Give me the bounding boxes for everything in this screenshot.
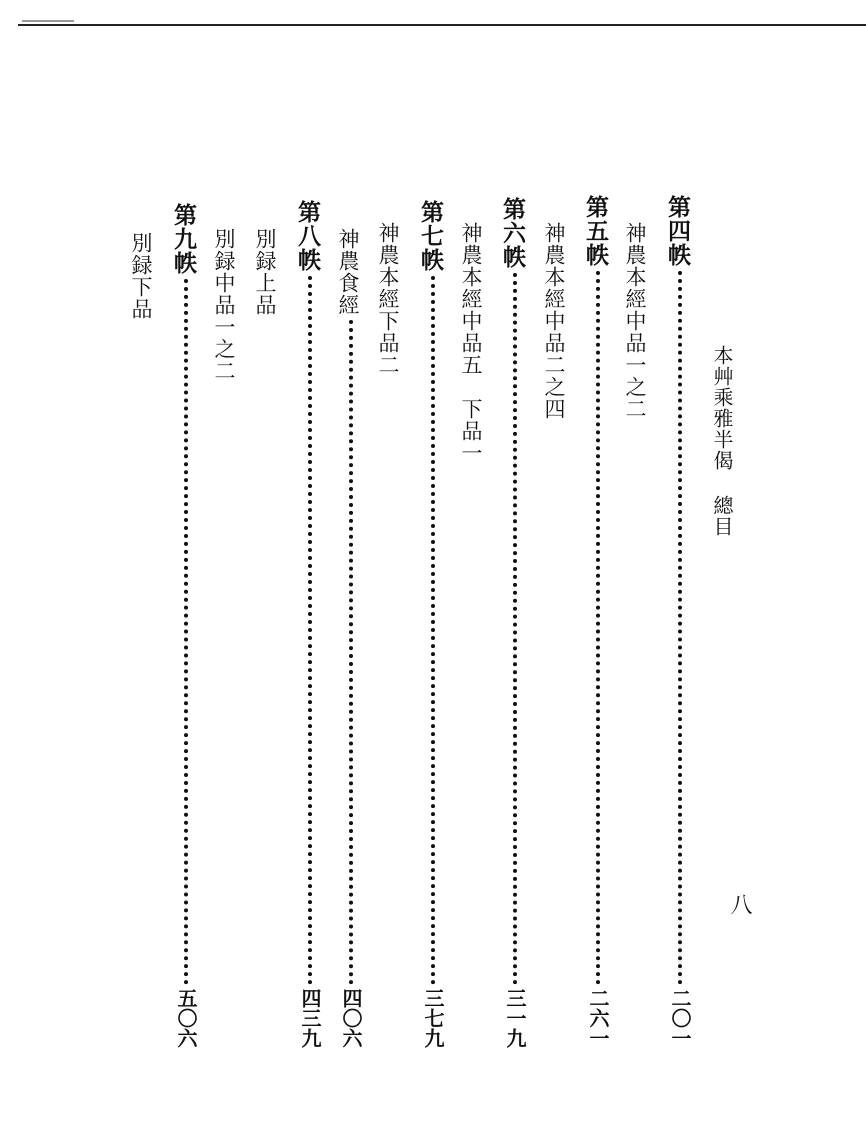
dot-leader bbox=[349, 320, 353, 985]
dot-leader bbox=[513, 273, 517, 985]
toc-page-number: 四〇六 bbox=[339, 988, 363, 1048]
toc-entry-label: 別録中品一之二 bbox=[212, 228, 236, 382]
toc-page-number: 二〇一 bbox=[668, 988, 692, 1048]
toc-entry-label: 別録下品 bbox=[129, 232, 153, 320]
toc-entry-label: 第八帙 bbox=[294, 200, 321, 272]
toc-entry-label: 神農本經中品五 下品一 bbox=[459, 222, 483, 464]
top-rule bbox=[18, 24, 866, 26]
dot-leader bbox=[308, 276, 312, 985]
toc-entry-label: 神農本經中品一之二 bbox=[623, 222, 647, 420]
toc-page-number: 三一九 bbox=[503, 988, 527, 1048]
toc-page-number: 五〇六 bbox=[174, 988, 198, 1048]
toc-page-number: 三七九 bbox=[421, 988, 445, 1048]
dot-leader bbox=[678, 271, 682, 985]
toc-entry-label: 第七帙 bbox=[417, 200, 444, 272]
toc-entry-label: 第九帙 bbox=[170, 203, 197, 275]
toc-entry-label: 神農本經中品二之四 bbox=[542, 222, 566, 420]
toc-entry-label: 神農本經下品二 bbox=[376, 222, 400, 376]
toc-entry-label: 第四帙 bbox=[664, 195, 691, 267]
toc-entry-label: 神農食經 bbox=[336, 228, 360, 316]
dot-leader bbox=[431, 276, 435, 985]
toc-entry-label: 第五帙 bbox=[582, 195, 609, 267]
top-rule-faint bbox=[22, 20, 74, 22]
dot-leader bbox=[184, 279, 188, 985]
toc-page-number: 二六一 bbox=[586, 988, 610, 1048]
book-title: 本艸乘雅半偈 bbox=[710, 345, 734, 471]
folio-number: 八 bbox=[727, 893, 752, 916]
dot-leader bbox=[596, 271, 600, 985]
toc-entry-label: 第六帙 bbox=[499, 197, 526, 269]
toc-entry-label: 別録上品 bbox=[253, 228, 277, 316]
toc-page-number: 四三九 bbox=[298, 988, 322, 1048]
section-title: 總目 bbox=[710, 495, 734, 537]
